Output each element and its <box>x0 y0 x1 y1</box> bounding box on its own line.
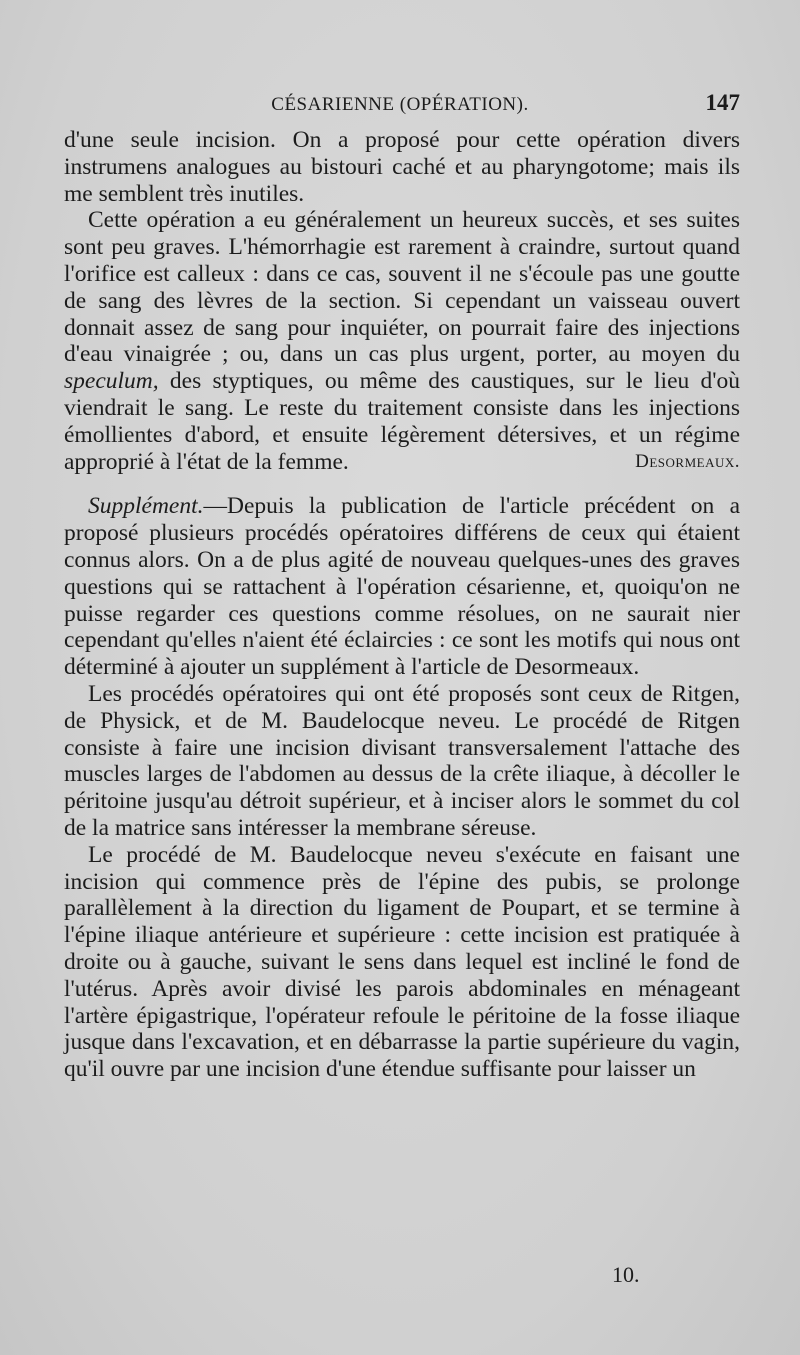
paragraph-2-emphasis: speculum, <box>64 368 159 395</box>
running-title: CÉSARIENNE (OPÉRATION). <box>271 94 529 115</box>
paragraph-1: d'une seule incision. On a proposé pour cette opération divers instrumens analogues au bistouri caché et au pharyngotome; mais ils me semblent très inutiles. <box>64 127 740 207</box>
supplement-lead-in: Supplément. <box>88 493 204 520</box>
paragraph-2-text: Cette opération a eu généralement un heureux succès, et ses suites sont peu graves. L'hémorrhagie est rarement à craindre, surtout quand l'orifice est calleux : dans ce cas, souvent il ne s'écoule pas une goutte de sang des lèvres de la section. Si cependant un vaisseau ouvert donnait assez de sang pour inquiéter, on pourrait faire des injections d'eau vinaigrée ; ou, dans un cas plus urgent, porter, au moyen du <box>64 207 740 368</box>
paragraph-2 <box>64 207 740 475</box>
paragraph-2-rest: des styptiques, ou même des caustiques, sur le lieu d'où viendrait le sang. Le reste du traitement consiste dans les injections émollientes d'abord, et ensuite légèrement détersives, et un régime approprié à l'état de la femme. <box>64 368 740 475</box>
author-signature: Desormeaux. <box>635 450 740 472</box>
paragraph-3-text: —Depuis la publication de l'article précédent on a proposé plusieurs procédés opératoires différens de ceux qui étaient connus alors. On a de plus agité de nouveau quelques-unes des graves questions qui se rattachent à l'opération césarienne, et, quoiqu'on ne puisse regarder ces questions comme résolues, on ne saurait nier cependant qu'elles n'aient été éclaircies : ce sont les motifs qui nous ont déterminé à ajouter un supplément à l'article de Desormeaux. <box>64 493 740 681</box>
body-text <box>64 127 740 1083</box>
paragraph-5: Le procédé de M. Baudelocque neveu s'exécute en faisant une incision qui commence près de l'épine des pubis, se prolonge parallèlement à la direction du ligament de Poupart, et se termine à l'épine iliaque antérieure et supérieure : cette incision est pratiquée à droite ou à gauche, suivant le sens dans lequel est incliné le fond de l'utérus. Après avoir divisé les parois abdominales en ménageant l'artère épigastrique, l'opérateur refoule le péritoine de la fosse iliaque jusque dans l'excavation, et en débarrasse la partie supérieure du vagin, qu'il ouvre par une incision d'une étendue suffisante pour laisser un <box>64 841 740 1083</box>
running-head <box>60 90 740 120</box>
paragraph-4: Les procédés opératoires qui ont été proposés sont ceux de Ritgen, de Physick, et de M. Baudelocque neveu. Le procédé de Ritgen consiste à faire une incision divisant transversalement l'attache des muscles larges de l'abdomen au dessus de la crête iliaque, à décoller le péritoine jusqu'au détroit supérieur, et à inciser alors le sommet du col de la matrice sans intéresser la membrane séreuse. <box>64 680 740 841</box>
page-number: 147 <box>705 90 740 115</box>
signature-mark: 10. <box>612 1262 640 1287</box>
paragraph-3 <box>64 493 740 681</box>
